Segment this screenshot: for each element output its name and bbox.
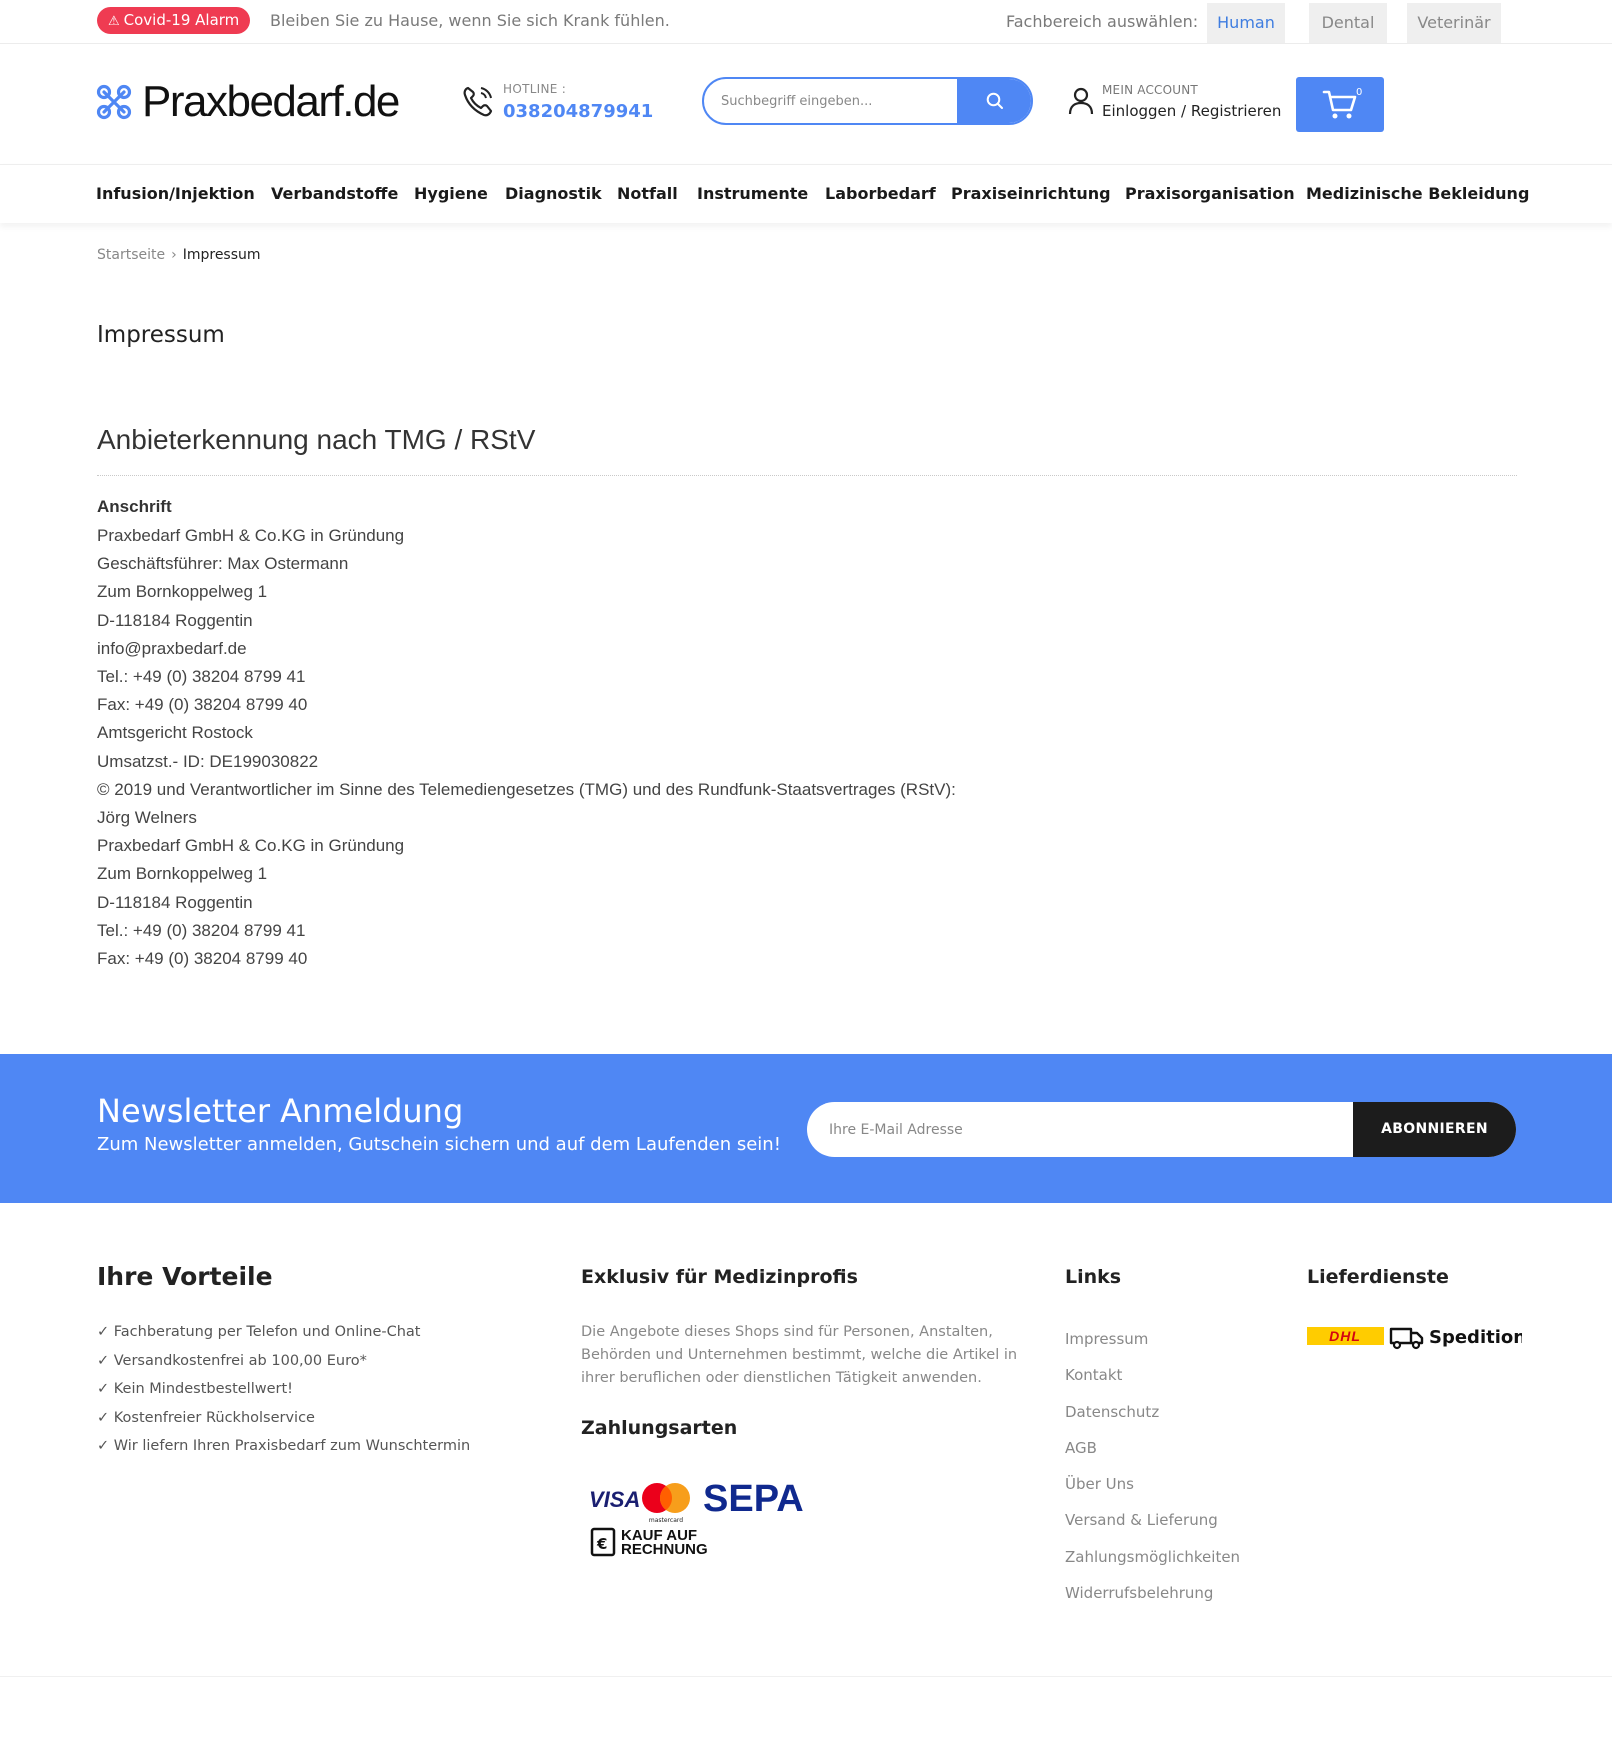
warning-icon: ⚠ bbox=[108, 14, 120, 29]
vorteil-item: ✓ Fachberatung per Telefon und Online-Chat bbox=[97, 1324, 421, 1340]
sepa-logo: SEPA bbox=[703, 1478, 804, 1520]
dhl-wordmark: DHL bbox=[1329, 1328, 1361, 1344]
logo-text: Praxbedarf.de bbox=[142, 77, 399, 126]
logo-icon bbox=[96, 84, 132, 120]
mastercard-wordmark: mastercard bbox=[648, 1517, 684, 1524]
lieferdienste-title: Lieferdienste bbox=[1307, 1266, 1449, 1288]
footer-link-impressum[interactable]: Impressum bbox=[1065, 1330, 1149, 1348]
address-line: Praxbedarf GmbH & Co.KG in Gründung bbox=[97, 526, 405, 545]
subscribe-button[interactable]: ABONNIEREN bbox=[1353, 1102, 1516, 1157]
address-line: Praxbedarf GmbH & Co.KG in Gründung bbox=[97, 836, 405, 856]
vorteil-item: ✓ Wir liefern Ihren Praxisbedarf zum Wunschtermin bbox=[97, 1438, 471, 1454]
euro-icon: € bbox=[597, 1535, 608, 1553]
search-input[interactable] bbox=[704, 79, 957, 123]
breadcrumb-current: Impressum bbox=[182, 247, 261, 263]
exklusiv-text: Die Angebote dieses Shops sind für Personen, Anstalten, Behörden und Unternehmen bestimmt, welche die Artikel in ihrer beruflichen oder dienstlichen Tätigkeit anwenden. bbox=[581, 1324, 1018, 1386]
nav-item-diagnostik[interactable]: Diagnostik bbox=[505, 184, 602, 203]
zahlungsarten-title: Zahlungsarten bbox=[581, 1417, 738, 1439]
covid-alarm-badge[interactable] bbox=[97, 7, 250, 34]
nav-item-instrumente[interactable]: Instrumente bbox=[697, 184, 809, 203]
address-line: Umsatzst.- ID: DE199030822 bbox=[97, 751, 319, 771]
address-line: Jörg Welners bbox=[97, 808, 197, 828]
top-message: Bleiben Sie zu Hause, wenn Sie sich Krank fühlen. bbox=[270, 11, 670, 30]
main-nav bbox=[0, 164, 1612, 223]
fachbereich-human-button[interactable]: Human bbox=[1207, 3, 1285, 43]
search-icon bbox=[986, 92, 1004, 110]
mastercard-logo bbox=[642, 1483, 690, 1524]
site-logo[interactable] bbox=[96, 77, 399, 126]
footer-link-datenschutz[interactable]: Datenschutz bbox=[1065, 1402, 1160, 1421]
cart-icon bbox=[1322, 89, 1358, 121]
fachbereich-label: Fachbereich auswählen: bbox=[1006, 12, 1199, 31]
footer-link-versand[interactable]: Versand & Lieferung bbox=[1065, 1511, 1218, 1530]
cart-button[interactable] bbox=[1296, 77, 1384, 132]
address-heading: Anschrift bbox=[97, 497, 172, 516]
breadcrumb-home[interactable]: Startseite bbox=[97, 247, 166, 263]
rechnung-line2: RECHNUNG bbox=[621, 1541, 708, 1558]
address-line: Zum Bornkoppelweg 1 bbox=[97, 582, 268, 602]
address-line: Fax: +49 (0) 38204 8799 40 bbox=[97, 949, 308, 969]
newsletter-form bbox=[807, 1102, 1516, 1157]
top-bar bbox=[0, 0, 1612, 44]
nav-item-praxiseinrichtung[interactable]: Praxiseinrichtung bbox=[951, 184, 1111, 203]
newsletter-email-input[interactable] bbox=[807, 1102, 1353, 1157]
nav-item-verbandstoffe[interactable]: Verbandstoffe bbox=[271, 184, 399, 203]
phone-icon bbox=[462, 84, 494, 122]
lieferdienste-logos bbox=[1307, 1322, 1522, 1356]
account-label: MEIN ACCOUNT bbox=[1102, 83, 1198, 97]
spedition-label: Spedition bbox=[1429, 1327, 1522, 1348]
fachbereich-veterinaer-button[interactable]: Veterinär bbox=[1407, 3, 1501, 43]
search-bar bbox=[702, 77, 1033, 125]
address-line: D-118184 Roggentin bbox=[97, 892, 253, 912]
vorteil-item: ✓ Versandkostenfrei ab 100,00 Euro* bbox=[97, 1352, 367, 1369]
section-title: Anbieterkennung nach TMG / RStV bbox=[97, 424, 536, 455]
address-line: Zum Bornkoppelweg 1 bbox=[97, 864, 268, 884]
breadcrumb bbox=[97, 247, 261, 263]
address-line: Tel.: +49 (0) 38204 8799 41 bbox=[97, 920, 306, 940]
footer-link-widerruf[interactable]: Widerrufsbelehrung bbox=[1065, 1584, 1214, 1603]
nav-item-bekleidung[interactable]: Medizinische Bekleidung bbox=[1306, 184, 1530, 203]
page-title: Impressum bbox=[97, 322, 225, 348]
exklusiv-title: Exklusiv für Medizinprofis bbox=[581, 1266, 858, 1288]
nav-item-praxisorganisation[interactable]: Praxisorganisation bbox=[1125, 184, 1295, 203]
email-link[interactable]: info@praxbedarf.de bbox=[97, 638, 247, 658]
newsletter-title: Newsletter Anmeldung bbox=[97, 1092, 464, 1130]
nav-item-infusion[interactable]: Infusion/Injektion bbox=[96, 184, 255, 203]
address-line: Fax: +49 (0) 38204 8799 40 bbox=[97, 695, 308, 715]
footer-link-ueber-uns[interactable]: Über Uns bbox=[1065, 1475, 1134, 1494]
vorteil-item: ✓ Kein Mindestbestellwert! bbox=[97, 1381, 293, 1397]
footer-link-agb[interactable]: AGB bbox=[1065, 1438, 1097, 1457]
vorteile-list bbox=[97, 1318, 470, 1461]
address-line: Tel.: +49 (0) 38204 8799 41 bbox=[97, 667, 306, 687]
address-line: Amtsgericht Rostock bbox=[97, 723, 253, 743]
section-divider bbox=[97, 475, 1517, 476]
truck-icon bbox=[1391, 1329, 1422, 1348]
chevron-right-icon: › bbox=[171, 247, 177, 263]
newsletter-section bbox=[0, 1054, 1612, 1203]
footer-link-kontakt[interactable]: Kontakt bbox=[1065, 1366, 1123, 1385]
rechnung-line1: KAUF AUF bbox=[621, 1527, 698, 1544]
search-button[interactable] bbox=[957, 79, 1033, 123]
cart-count: 0 bbox=[1356, 87, 1363, 98]
fachbereich-dental-button[interactable]: Dental bbox=[1309, 3, 1387, 43]
address-block bbox=[97, 522, 956, 973]
user-icon[interactable] bbox=[1068, 86, 1094, 120]
dhl-logo bbox=[1307, 1327, 1384, 1345]
covid-alarm-label: Covid-19 Alarm bbox=[123, 11, 240, 29]
payment-logos bbox=[589, 1478, 809, 1572]
newsletter-subtitle: Zum Newsletter anmelden, Gutschein sichern und auf dem Laufenden sein! bbox=[97, 1134, 781, 1155]
footer-bottom-divider bbox=[0, 1676, 1612, 1677]
nav-item-laborbedarf[interactable]: Laborbedarf bbox=[825, 184, 936, 203]
address-line: D-118184 Roggentin bbox=[97, 610, 253, 630]
nav-item-hygiene[interactable]: Hygiene bbox=[414, 184, 488, 203]
hotline-number[interactable]: 038204879941 bbox=[503, 101, 654, 122]
nav-item-notfall[interactable]: Notfall bbox=[617, 184, 678, 203]
vorteil-item: ✓ Kostenfreier Rückholservice bbox=[97, 1409, 315, 1426]
rechnung-logo bbox=[592, 1527, 708, 1558]
address-line: © 2019 und Verantwortlicher im Sinne des Telemediengesetzes (TMG) und des Rundfunk-Staatsvertrages (RStV): bbox=[97, 779, 956, 799]
login-register-link[interactable]: Einloggen / Registrieren bbox=[1102, 102, 1282, 120]
vorteile-title: Ihre Vorteile bbox=[97, 1262, 273, 1291]
footer-links bbox=[1065, 1321, 1240, 1611]
visa-logo: VISA bbox=[589, 1487, 641, 1512]
links-title: Links bbox=[1065, 1266, 1122, 1288]
footer-link-zahlung[interactable]: Zahlungsmöglichkeiten bbox=[1065, 1547, 1241, 1566]
hotline-label: HOTLINE : bbox=[503, 82, 567, 96]
address-line: Geschäftsführer: Max Ostermann bbox=[97, 554, 349, 574]
